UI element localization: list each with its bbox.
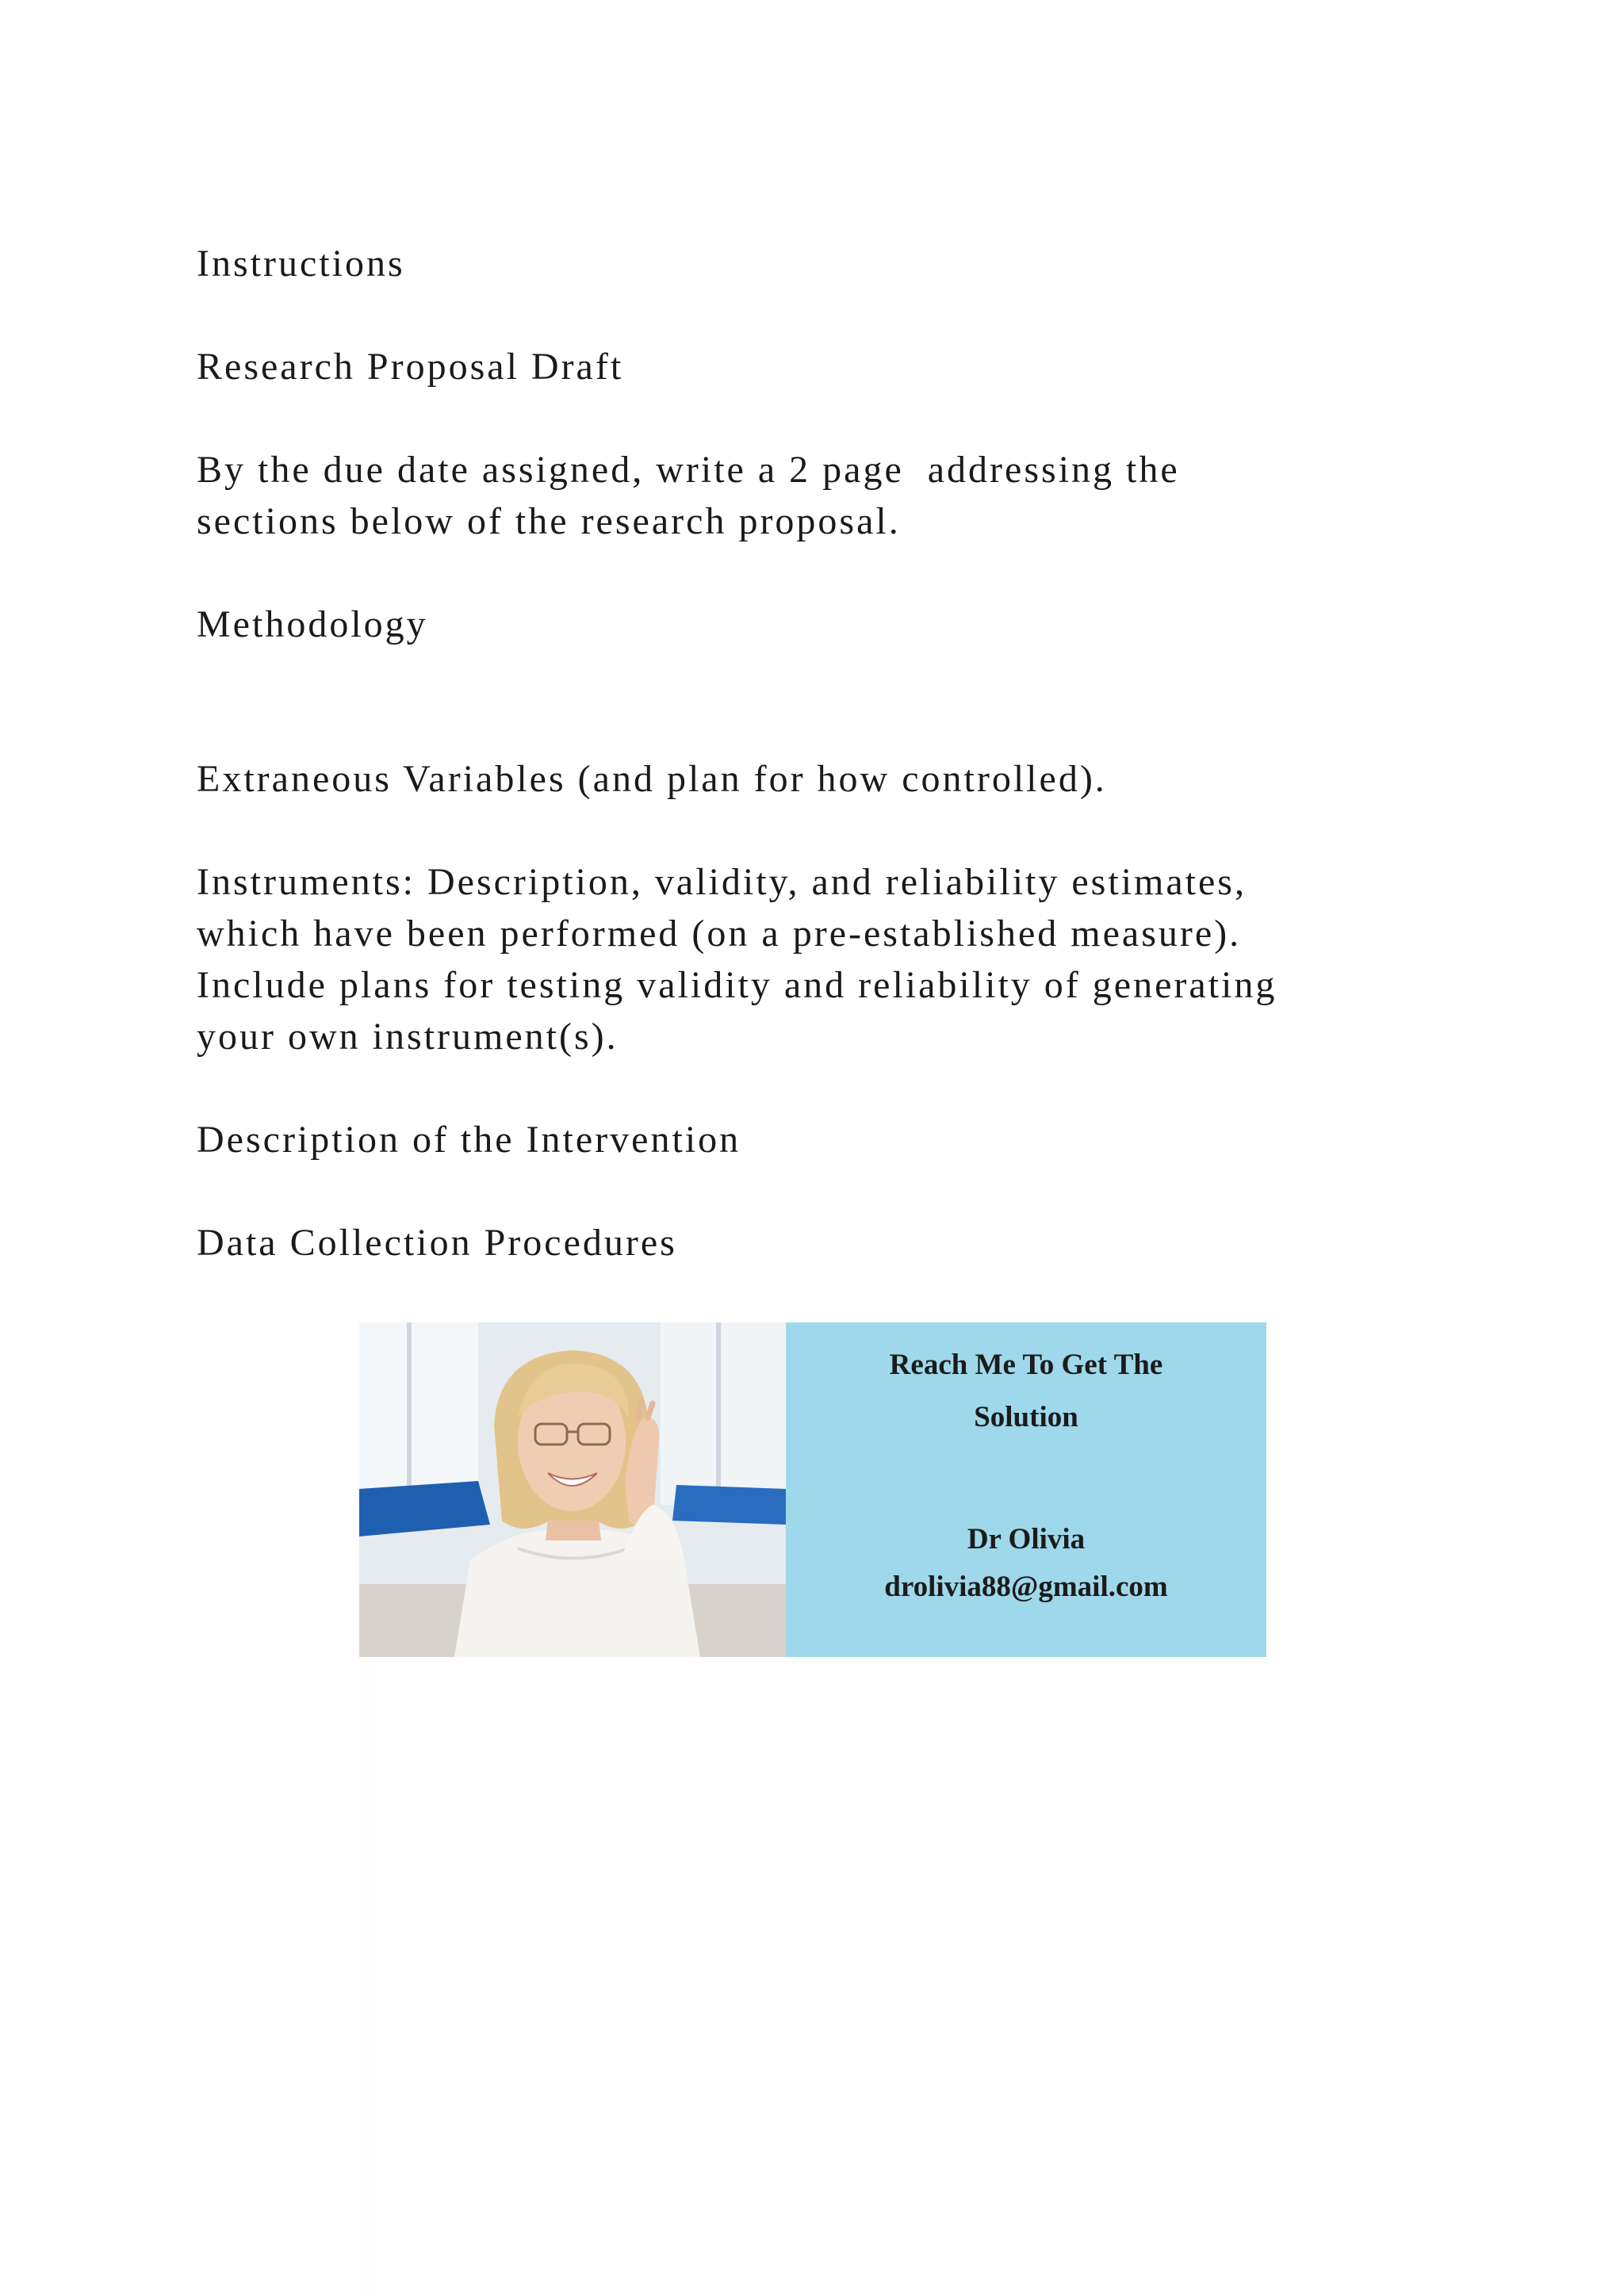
contact-banner xyxy=(359,1322,1266,1657)
banner-subheadline: Solution xyxy=(974,1401,1078,1433)
heading-instructions: Instructions xyxy=(197,243,405,285)
item-description-intervention: Description of the Intervention xyxy=(197,1119,741,1161)
faint-background-strip xyxy=(359,1657,1266,2296)
woman-photo xyxy=(359,1322,786,1657)
instructions-paragraph: By the due date assigned, write a 2 page addressing the sections below of the research proposal. xyxy=(197,449,1180,542)
contact-info-panel xyxy=(786,1322,1266,1657)
banner-headline: Reach Me To Get The xyxy=(889,1349,1163,1381)
document-body xyxy=(197,238,1434,1269)
item-extraneous-variables: Extraneous Variables (and plan for how controlled). xyxy=(197,758,1107,800)
contact-name: Dr Olivia xyxy=(967,1523,1086,1556)
heading-methodology: Methodology xyxy=(197,603,428,645)
heading-research-proposal-draft: Research Proposal Draft xyxy=(197,346,624,388)
item-data-collection: Data Collection Procedures xyxy=(197,1222,677,1264)
contact-email[interactable]: drolivia88@gmail.com xyxy=(884,1571,1168,1603)
item-instruments: Instruments: Description, validity, and reliability estimates, which have been performed (on a pre-established measure). Include plans for testing validity and reliability of generating your own instrument(s). xyxy=(197,861,1277,1058)
